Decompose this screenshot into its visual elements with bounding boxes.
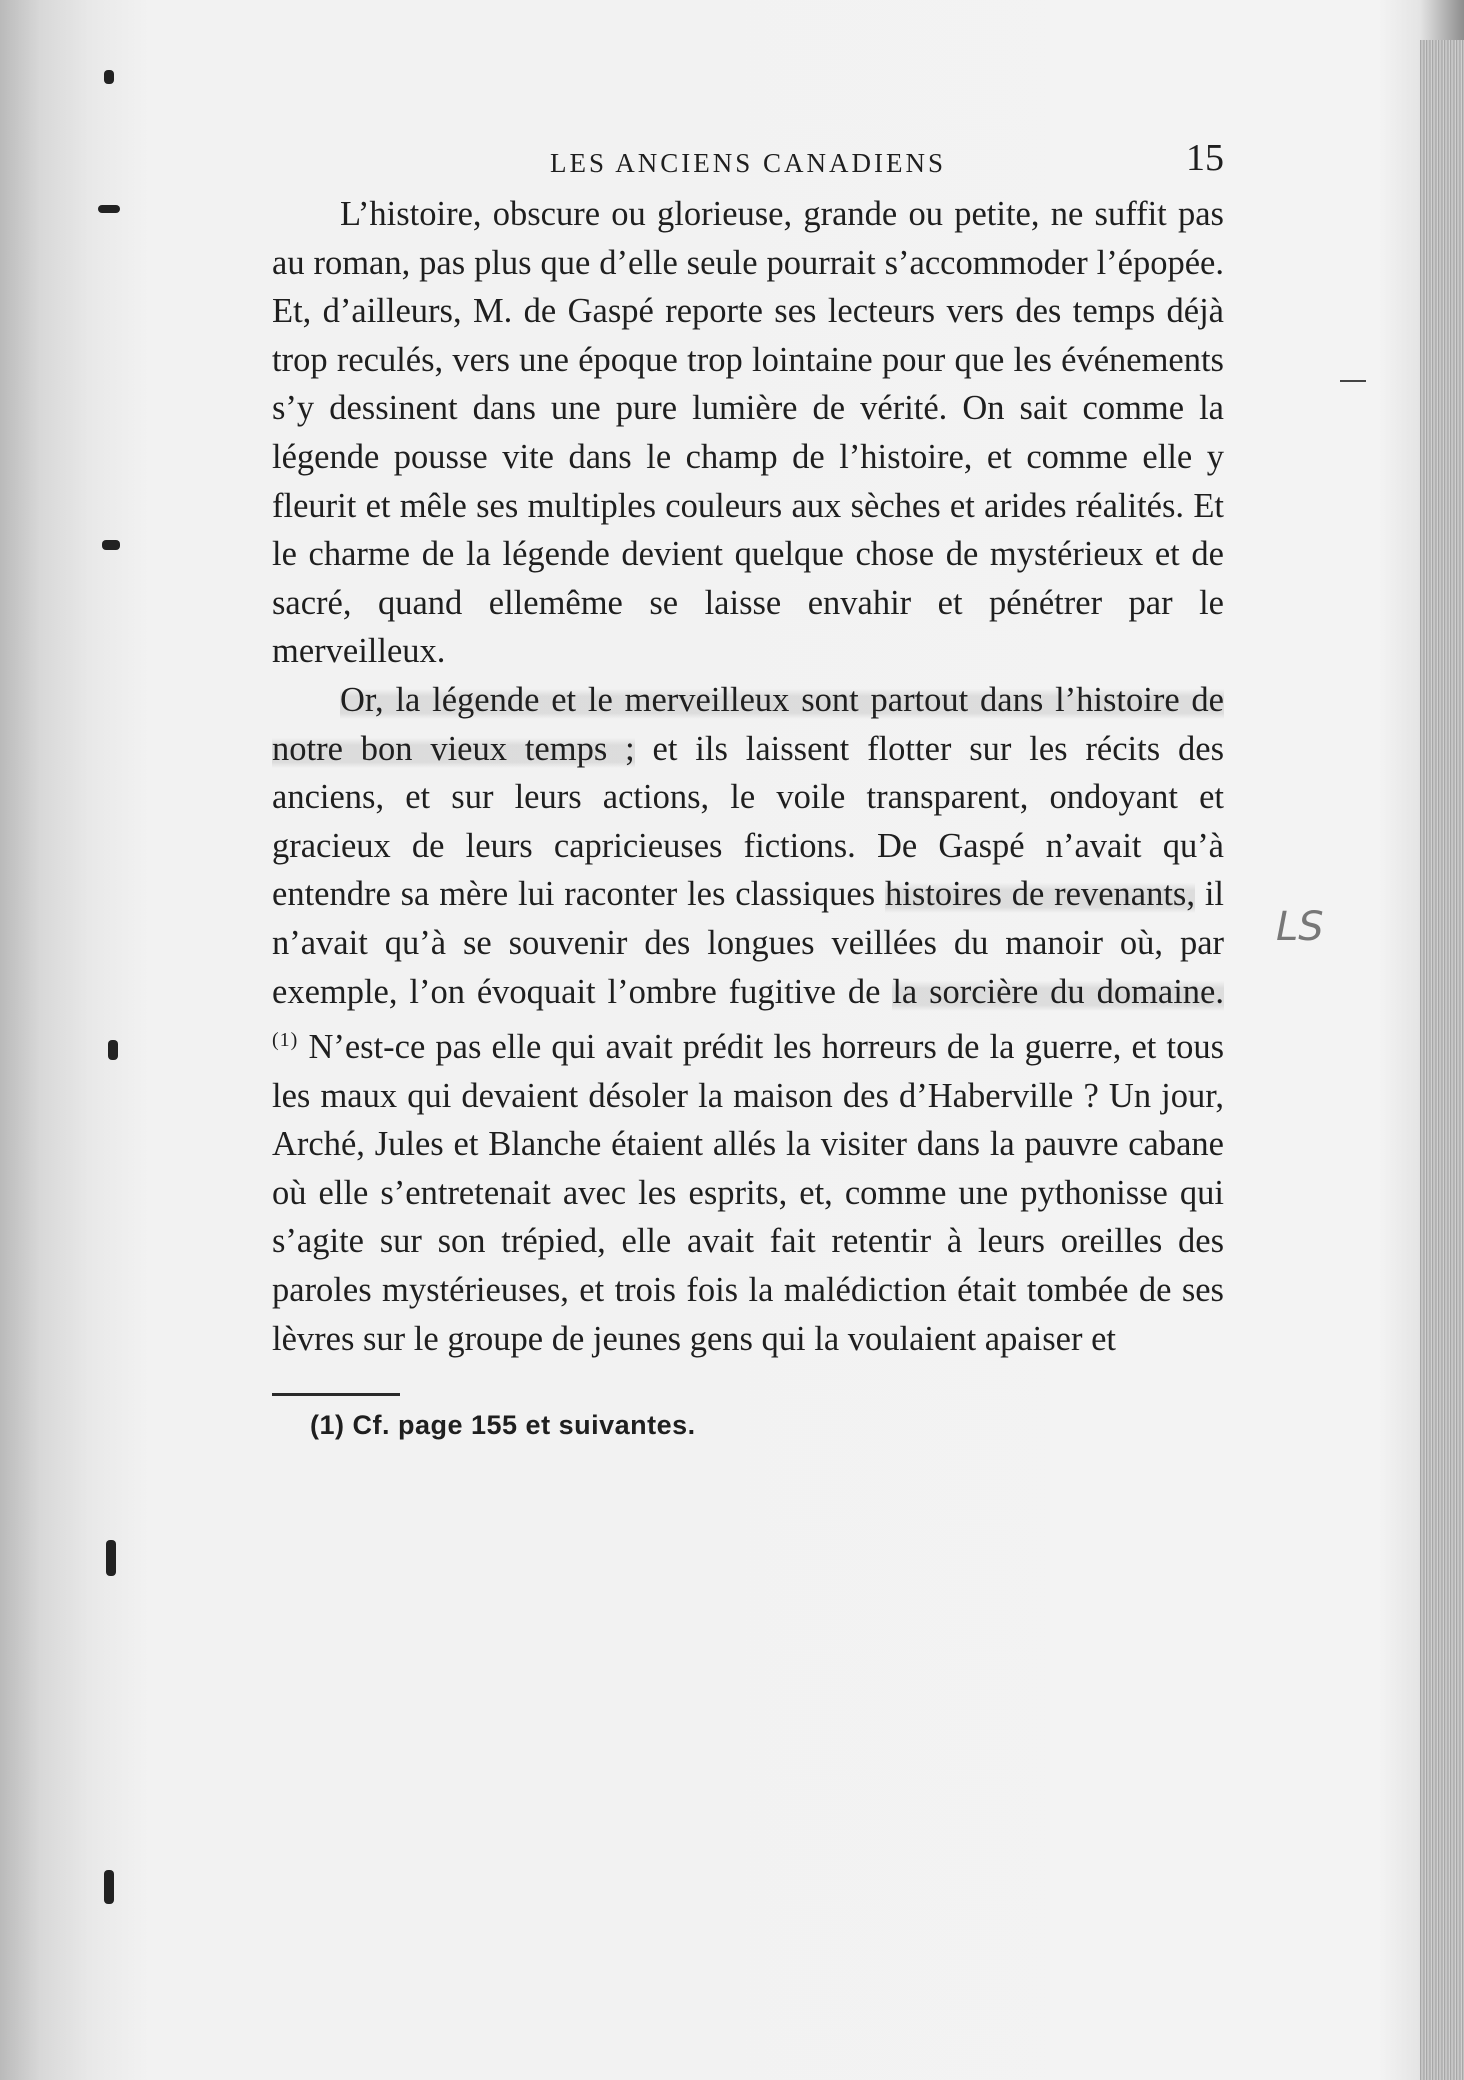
footnote-reference: (1) (272, 1029, 299, 1052)
binding-stitch (104, 70, 114, 84)
running-title: LES ANCIENS CANADIENS (549, 148, 947, 178)
page-content (272, 130, 1224, 1441)
highlighted-passage: la sorcière du domaine. (892, 972, 1224, 1011)
paragraph-1: L’histoire, obscure ou glorieuse, grande ou petite, ne suffit pas au roman, pas plus que d’elle seule pourrait s’accommoder l’épopée. Et, d’ailleurs, M. de Gaspé reporte ses lecteurs vers des temps déjà trop reculés, vers une époque trop lointaine pour que les événements s’y dessinent dans une pure lumière de vérité. On sait comme la légende pousse vite dans le champ de l’histoire, et comme elle y fleurit et mêle ses multiples couleurs aux sèches et arides réalités. Et le charme de la légende devient quelque chose de mystérieux et de sacré, quand ellemême se laisse envahir et pénétrer par le merveilleux. (272, 195, 1224, 671)
footnote-rule (272, 1393, 400, 1396)
running-head (272, 130, 1224, 190)
highlighted-passage: Or, la légende et le merveilleux sont partout dans l’histoire de notre bon vieux temps ; (272, 680, 1224, 768)
page-number: 15 (1186, 137, 1224, 179)
paragraph-text: il n’avait qu’à se souvenir des longues veillées du manoir où, par exemple, l’on évoquait l’ombre fugitive de (272, 875, 1224, 1011)
highlighted-passage: histoires de revenants, (885, 875, 1195, 914)
binding-stitch (102, 540, 120, 550)
binding-shadow (0, 0, 150, 2080)
margin-dash-mark (1340, 380, 1366, 382)
binding-stitch (98, 205, 120, 213)
paragraph-text: et ils laissent flotter sur les récits des anciens, et sur leurs actions, le voile transparent, ondoyant et gracieux de leurs capricieuses fictions. De Gaspé n’avait qu’à entendre sa mère lui raconter les classiques (272, 729, 1224, 914)
binding-stitch (108, 1040, 118, 1060)
footnote: (1) Cf. page 155 et suivantes. (310, 1410, 696, 1441)
page-edges (1420, 40, 1464, 2080)
paragraph-text: N’est-ce pas elle qui avait prédit les horreurs de la guerre, et tous les maux qui devaient désoler la maison des d’Haberville ? Un jour, Arché, Jules et Blanche étaient allés la visiter dans la pauvre cabane où elle s’entretenait avec les esprits, et, comme une pythonisse qui s’agite sur son trépied, elle avait fait retentir à leurs oreilles des paroles mystérieuses, et trois fois la malédiction était tombée de ses lèvres sur le groupe de jeunes gens qui la voulaient apaiser et (272, 1028, 1224, 1358)
paragraph-2 (272, 676, 1224, 1363)
margin-annotation: LS (1276, 904, 1324, 950)
binding-stitch (104, 1870, 114, 1904)
binding-stitch (106, 1540, 116, 1576)
